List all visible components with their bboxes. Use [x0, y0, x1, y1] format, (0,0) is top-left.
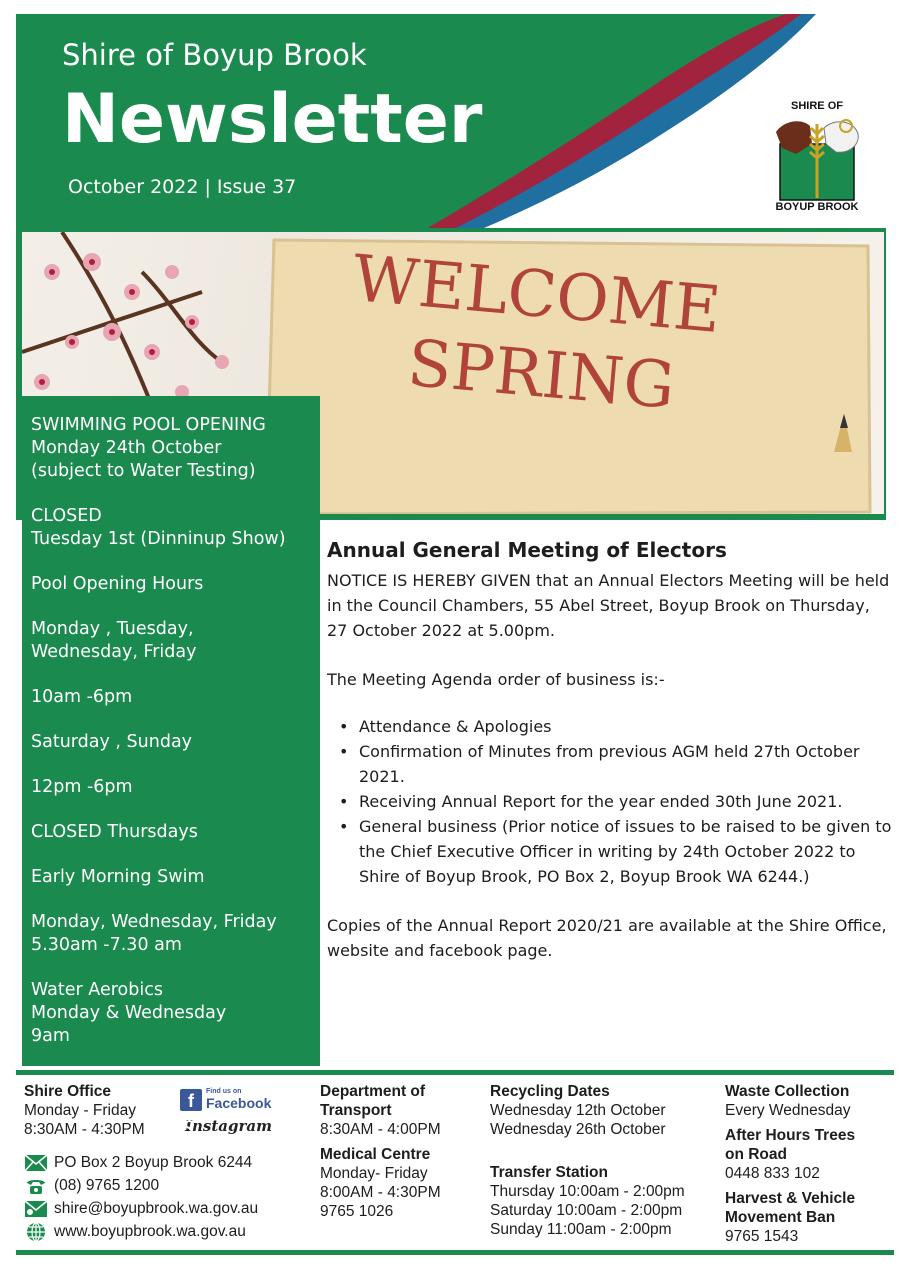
social-links: [180, 1088, 272, 1136]
harvest-ban-heading: Harvest & Vehicle Movement Ban: [725, 1190, 856, 1226]
article-heading: Annual General Meeting of Electors: [327, 538, 727, 562]
agenda-item: • General business (Prior notice of issues to be raised to be given to the Chief Executive Officer in writing by 24th October 2022 to Shire of Boyup Brook, PO Box 2, Boyup Brook WA 6244.): [357, 814, 892, 889]
logo-top-text: SHIRE OF: [791, 100, 843, 112]
medical-days: Monday- Friday: [320, 1165, 428, 1182]
footer-waste: [725, 1082, 875, 1246]
sidebar-closed-notice: CLOSED Tuesday 1st (Dinninup Show): [31, 506, 286, 549]
sidebar-closed-thursdays: CLOSED Thursdays: [31, 822, 198, 842]
instagram-link[interactable]: [180, 1115, 272, 1136]
email-row: [24, 1197, 258, 1220]
article-intro: NOTICE IS HEREBY GIVEN that an Annual Electors Meeting will be held in the Council Chambers, 55 Abel Street, Boyup Brook on Thursday, 27 October 2022 at 5.00pm.: [327, 571, 890, 640]
shire-name: Shire of Boyup Brook: [62, 38, 367, 72]
footer-top-rule: [16, 1070, 894, 1075]
postal-address: PO Box 2 Boyup Brook 6244: [54, 1153, 253, 1171]
phone-number[interactable]: (08) 9765 1200: [54, 1176, 160, 1194]
after-hours-heading: After Hours Trees on Road: [725, 1127, 856, 1163]
sidebar-early-swim-times: Monday, Wednesday, Friday 5.30am -7.30 am: [31, 912, 277, 955]
shire-office-hours: 8:30AM - 4:30PM: [24, 1121, 145, 1138]
facebook-icon: f: [180, 1089, 202, 1111]
sidebar-weekend-hours: 12pm -6pm: [31, 777, 133, 797]
sidebar-weekdays: Monday , Tuesday, Wednesday, Friday: [31, 619, 197, 662]
email-icon: [24, 1199, 48, 1219]
agenda-item: • Confirmation of Minutes from previous AGM held 27th October 2021.: [357, 739, 892, 789]
hero-welcome-text: WELCOME: [349, 242, 724, 348]
agenda-intro: The Meeting Agenda order of business is:-: [327, 670, 665, 689]
waste-day: Every Wednesday: [725, 1102, 851, 1119]
after-hours-phone: 0448 833 102: [725, 1165, 820, 1182]
harvest-ban-phone: 9765 1543: [725, 1228, 799, 1245]
sidebar-opening-hours-heading: Pool Opening Hours: [31, 574, 204, 594]
issue-line: October 2022 | Issue 37: [68, 176, 297, 198]
phone-icon: [24, 1176, 48, 1196]
sidebar-water-aerobics: Water Aerobics Monday & Wednesday 9am: [31, 980, 227, 1046]
sidebar-pool-opening: SWIMMING POOL OPENING Monday 24th October (subject to Water Testing): [31, 415, 266, 481]
shire-office-days: Monday - Friday: [24, 1102, 136, 1119]
sidebar-weekday-hours: 10am -6pm: [31, 687, 133, 707]
facebook-label: Facebook: [206, 1095, 272, 1111]
pool-info-sidebar: [22, 396, 320, 1066]
facebook-link[interactable]: [180, 1088, 272, 1111]
masthead: [16, 14, 886, 228]
recycling-date-1: Wednesday 12th October: [490, 1102, 666, 1119]
agm-article: [327, 538, 892, 963]
sidebar-weekend: Saturday , Sunday: [31, 732, 193, 752]
medical-phone: 9765 1026: [320, 1203, 394, 1220]
sidebar-early-swim-heading: Early Morning Swim: [31, 867, 205, 887]
instagram-label: Instagram: [185, 1116, 272, 1135]
transfer-time-3: Sunday 11:00am - 2:00pm: [490, 1221, 672, 1238]
website-url[interactable]: www.boyupbrook.wa.gov.au: [54, 1222, 246, 1240]
newsletter-title: Newsletter: [62, 80, 483, 159]
facebook-find-us: Find us on: [206, 1088, 242, 1095]
footer: [0, 1080, 904, 1252]
website-row: [24, 1220, 258, 1243]
recycling-heading: Recycling Dates: [490, 1083, 610, 1100]
postal-row: [24, 1151, 258, 1174]
footer-recycling: [490, 1082, 710, 1239]
shire-office-heading: Shire Office: [24, 1083, 111, 1100]
medical-hours: 8:00AM - 4:30PM: [320, 1184, 441, 1201]
footer-transport: [320, 1082, 470, 1221]
article-closing: Copies of the Annual Report 2020/21 are available at the Shire Office, website and facebook page.: [327, 916, 887, 960]
medical-heading: Medical Centre: [320, 1146, 431, 1163]
transfer-time-1: Thursday 10:00am - 2:00pm: [490, 1183, 685, 1200]
transfer-station-heading: Transfer Station: [490, 1164, 608, 1181]
logo-emblem-icon: [774, 114, 860, 202]
transport-heading: Department of Transport: [320, 1083, 426, 1119]
transfer-time-2: Saturday 10:00am - 2:00pm: [490, 1202, 683, 1219]
globe-icon: [24, 1222, 48, 1242]
logo-bottom-text: BOYUP BROOK: [775, 201, 859, 213]
email-address[interactable]: shire@boyupbrook.wa.gov.au: [54, 1199, 259, 1217]
transport-hours: 8:30AM - 4:00PM: [320, 1121, 441, 1138]
agenda-item: • Receiving Annual Report for the year ended 30th June 2021.: [357, 789, 892, 814]
mail-icon: [24, 1153, 48, 1173]
agenda-list: [357, 714, 892, 889]
phone-row: [24, 1174, 258, 1197]
hero-spring-text: SPRING: [404, 326, 678, 424]
agenda-item: • Attendance & Apologies: [357, 714, 892, 739]
recycling-date-2: Wednesday 26th October: [490, 1121, 666, 1138]
waste-heading: Waste Collection: [725, 1083, 850, 1100]
shire-logo: [768, 100, 866, 218]
